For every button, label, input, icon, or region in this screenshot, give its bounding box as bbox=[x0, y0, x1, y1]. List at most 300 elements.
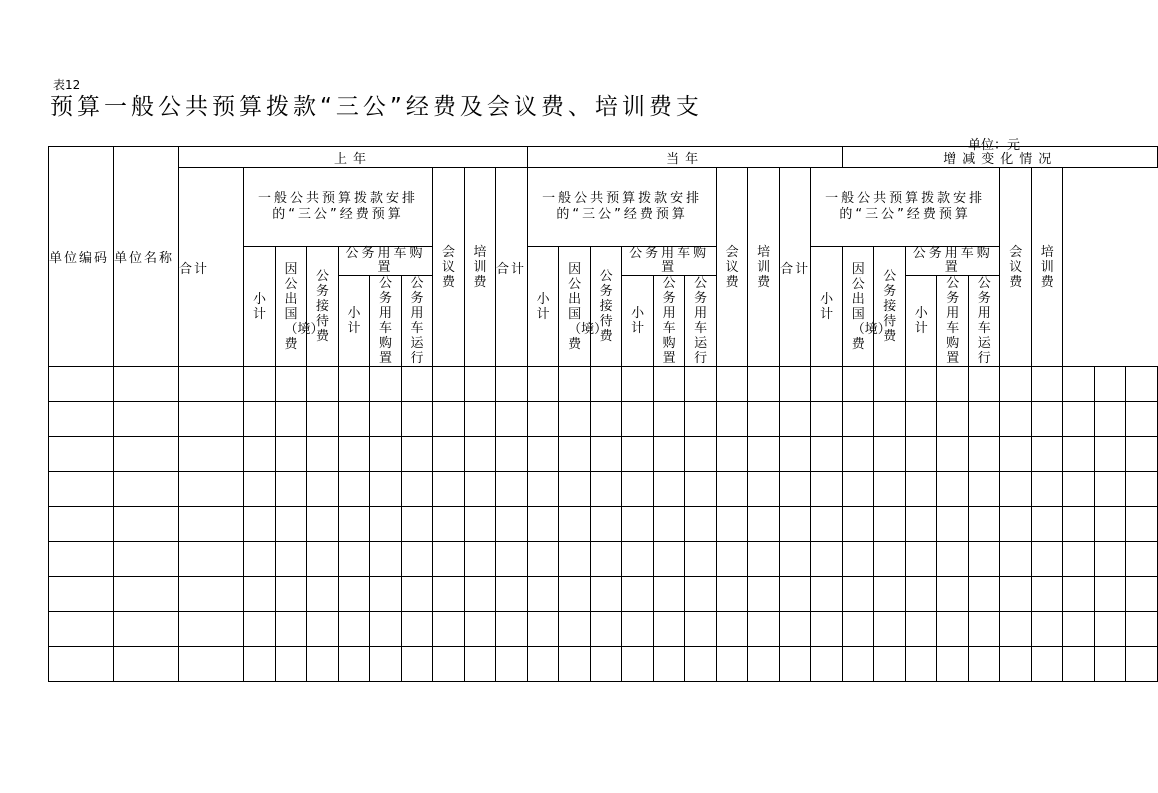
table-cell[interactable] bbox=[307, 542, 339, 577]
table-cell[interactable] bbox=[811, 507, 843, 542]
table-cell[interactable] bbox=[748, 402, 780, 437]
total-header: 合计 bbox=[496, 168, 528, 367]
table-cell[interactable] bbox=[748, 472, 780, 507]
table-cell[interactable] bbox=[811, 647, 843, 682]
table-cell[interactable] bbox=[114, 542, 179, 577]
table-cell[interactable] bbox=[49, 647, 114, 682]
table-cell[interactable] bbox=[843, 542, 874, 577]
table-cell[interactable] bbox=[1126, 577, 1158, 612]
table-cell[interactable] bbox=[874, 577, 906, 612]
table-cell[interactable] bbox=[1032, 542, 1063, 577]
table-cell[interactable] bbox=[433, 647, 465, 682]
table-cell[interactable] bbox=[465, 577, 496, 612]
table-cell[interactable] bbox=[433, 437, 465, 472]
table-cell[interactable] bbox=[1063, 437, 1095, 472]
table-cell[interactable] bbox=[1126, 402, 1158, 437]
table-cell[interactable] bbox=[969, 472, 1000, 507]
table-cell[interactable] bbox=[843, 647, 874, 682]
table-cell[interactable] bbox=[717, 542, 748, 577]
table-cell[interactable] bbox=[528, 472, 559, 507]
table-cell[interactable] bbox=[402, 472, 433, 507]
table-cell[interactable] bbox=[937, 507, 969, 542]
table-cell[interactable] bbox=[114, 507, 179, 542]
table-cell[interactable] bbox=[622, 402, 654, 437]
table-cell[interactable] bbox=[937, 367, 969, 402]
table-cell[interactable] bbox=[433, 542, 465, 577]
table-cell[interactable] bbox=[307, 612, 339, 647]
table-cell[interactable] bbox=[1063, 402, 1095, 437]
table-cell[interactable] bbox=[179, 402, 244, 437]
group-change: 增减变化情况 bbox=[843, 147, 1158, 168]
table-cell[interactable] bbox=[937, 402, 969, 437]
table-cell[interactable] bbox=[906, 367, 937, 402]
table-cell[interactable] bbox=[559, 402, 591, 437]
table-cell[interactable] bbox=[496, 647, 528, 682]
table-cell[interactable] bbox=[654, 437, 685, 472]
table-cell[interactable] bbox=[528, 402, 559, 437]
table-cell[interactable] bbox=[496, 507, 528, 542]
table-cell[interactable] bbox=[748, 507, 780, 542]
table-cell[interactable] bbox=[937, 472, 969, 507]
table-cell[interactable] bbox=[1000, 367, 1032, 402]
table-cell[interactable] bbox=[937, 647, 969, 682]
table-cell[interactable] bbox=[49, 507, 114, 542]
table-cell[interactable] bbox=[780, 507, 811, 542]
table-cell[interactable] bbox=[811, 437, 843, 472]
table-cell[interactable] bbox=[307, 647, 339, 682]
table-cell[interactable] bbox=[1032, 367, 1063, 402]
table-cell[interactable] bbox=[559, 542, 591, 577]
table-row bbox=[49, 612, 1158, 647]
table-cell[interactable] bbox=[1000, 472, 1032, 507]
training-header: 培训费 bbox=[1032, 168, 1063, 367]
table-cell[interactable] bbox=[748, 367, 780, 402]
table-cell[interactable] bbox=[433, 367, 465, 402]
table-cell[interactable] bbox=[685, 507, 717, 542]
table-cell[interactable] bbox=[370, 507, 402, 542]
table-cell[interactable] bbox=[622, 472, 654, 507]
table-cell[interactable] bbox=[496, 472, 528, 507]
table-cell[interactable] bbox=[748, 577, 780, 612]
table-cell[interactable] bbox=[276, 542, 307, 577]
table-cell[interactable] bbox=[339, 542, 370, 577]
table-cell[interactable] bbox=[179, 367, 244, 402]
table-cell[interactable] bbox=[49, 367, 114, 402]
table-cell[interactable] bbox=[339, 612, 370, 647]
table-cell[interactable] bbox=[114, 612, 179, 647]
table-cell[interactable] bbox=[244, 507, 276, 542]
table-cell[interactable] bbox=[244, 472, 276, 507]
table-cell[interactable] bbox=[1095, 402, 1126, 437]
table-cell[interactable] bbox=[465, 612, 496, 647]
table-cell[interactable] bbox=[1032, 577, 1063, 612]
table-cell[interactable] bbox=[591, 367, 622, 402]
table-cell[interactable] bbox=[465, 402, 496, 437]
table-cell[interactable] bbox=[685, 472, 717, 507]
table-cell[interactable] bbox=[559, 612, 591, 647]
table-cell[interactable] bbox=[1063, 507, 1095, 542]
table-cell[interactable] bbox=[402, 612, 433, 647]
table-cell[interactable] bbox=[370, 472, 402, 507]
table-cell[interactable] bbox=[1032, 612, 1063, 647]
table-cell[interactable] bbox=[780, 437, 811, 472]
table-cell[interactable] bbox=[49, 577, 114, 612]
table-cell[interactable] bbox=[1032, 507, 1063, 542]
table-cell[interactable] bbox=[339, 577, 370, 612]
table-cell[interactable] bbox=[748, 612, 780, 647]
table-cell[interactable] bbox=[717, 472, 748, 507]
table-cell[interactable] bbox=[622, 577, 654, 612]
table-cell[interactable] bbox=[402, 367, 433, 402]
table-cell[interactable] bbox=[685, 612, 717, 647]
table-cell[interactable] bbox=[811, 542, 843, 577]
table-cell[interactable] bbox=[1032, 437, 1063, 472]
table-cell[interactable] bbox=[276, 647, 307, 682]
table-cell[interactable] bbox=[244, 367, 276, 402]
table-cell[interactable] bbox=[1032, 472, 1063, 507]
table-cell[interactable] bbox=[1095, 542, 1126, 577]
table-row bbox=[49, 472, 1158, 507]
table-cell[interactable] bbox=[937, 542, 969, 577]
table-cell[interactable] bbox=[811, 577, 843, 612]
table-cell[interactable] bbox=[874, 472, 906, 507]
table-cell[interactable] bbox=[465, 472, 496, 507]
table-cell[interactable] bbox=[780, 472, 811, 507]
table-cell[interactable] bbox=[1063, 577, 1095, 612]
table-cell[interactable] bbox=[402, 577, 433, 612]
group-curr-year: 当年 bbox=[528, 147, 843, 168]
table-cell[interactable] bbox=[276, 472, 307, 507]
table-cell[interactable] bbox=[244, 437, 276, 472]
table-cell[interactable] bbox=[685, 367, 717, 402]
table-cell[interactable] bbox=[1032, 647, 1063, 682]
table-cell[interactable] bbox=[874, 507, 906, 542]
table-cell[interactable] bbox=[780, 542, 811, 577]
table-cell[interactable] bbox=[1063, 472, 1095, 507]
table-cell[interactable] bbox=[496, 367, 528, 402]
table-cell[interactable] bbox=[370, 647, 402, 682]
table-cell[interactable] bbox=[1126, 612, 1158, 647]
table-cell[interactable] bbox=[370, 542, 402, 577]
table-cell[interactable] bbox=[1126, 647, 1158, 682]
table-cell[interactable] bbox=[244, 647, 276, 682]
table-cell[interactable] bbox=[179, 507, 244, 542]
table-cell[interactable] bbox=[496, 402, 528, 437]
table-cell[interactable] bbox=[528, 367, 559, 402]
table-cell[interactable] bbox=[1095, 612, 1126, 647]
table-cell[interactable] bbox=[1000, 402, 1032, 437]
table-cell[interactable] bbox=[969, 577, 1000, 612]
table-row bbox=[49, 647, 1158, 682]
table-cell[interactable] bbox=[402, 542, 433, 577]
table-cell[interactable] bbox=[339, 367, 370, 402]
table-cell[interactable] bbox=[49, 542, 114, 577]
table-cell[interactable] bbox=[370, 437, 402, 472]
table-cell[interactable] bbox=[528, 647, 559, 682]
table-cell[interactable] bbox=[1126, 437, 1158, 472]
table-cell[interactable] bbox=[654, 577, 685, 612]
table-cell[interactable] bbox=[1032, 402, 1063, 437]
table-cell[interactable] bbox=[874, 647, 906, 682]
table-cell[interactable] bbox=[654, 612, 685, 647]
table-cell[interactable] bbox=[717, 402, 748, 437]
table-cell[interactable] bbox=[179, 647, 244, 682]
table-cell[interactable] bbox=[969, 507, 1000, 542]
table-cell[interactable] bbox=[654, 402, 685, 437]
table-cell[interactable] bbox=[339, 437, 370, 472]
table-cell[interactable] bbox=[49, 472, 114, 507]
table-cell[interactable] bbox=[1126, 472, 1158, 507]
table-cell[interactable] bbox=[402, 507, 433, 542]
table-cell[interactable] bbox=[622, 437, 654, 472]
table-cell[interactable] bbox=[874, 542, 906, 577]
table-cell[interactable] bbox=[969, 542, 1000, 577]
table-cell[interactable] bbox=[843, 612, 874, 647]
subtotal-header: 小计 bbox=[244, 247, 276, 367]
table-cell[interactable] bbox=[559, 647, 591, 682]
table-cell[interactable] bbox=[307, 437, 339, 472]
table-cell[interactable] bbox=[496, 577, 528, 612]
table-cell[interactable] bbox=[937, 577, 969, 612]
table-number: 表12 bbox=[53, 78, 81, 92]
table-cell[interactable] bbox=[1000, 577, 1032, 612]
table-cell[interactable] bbox=[591, 612, 622, 647]
table-cell[interactable] bbox=[906, 402, 937, 437]
table-cell[interactable] bbox=[402, 647, 433, 682]
table-cell[interactable] bbox=[465, 437, 496, 472]
table-cell[interactable] bbox=[969, 612, 1000, 647]
table-cell[interactable] bbox=[1126, 367, 1158, 402]
table-cell[interactable] bbox=[179, 542, 244, 577]
table-cell[interactable] bbox=[685, 402, 717, 437]
table-cell[interactable] bbox=[1095, 437, 1126, 472]
table-cell[interactable] bbox=[874, 367, 906, 402]
table-cell[interactable] bbox=[1063, 367, 1095, 402]
table-cell[interactable] bbox=[307, 577, 339, 612]
table-cell[interactable] bbox=[969, 367, 1000, 402]
table-cell[interactable] bbox=[622, 542, 654, 577]
table-cell[interactable] bbox=[906, 437, 937, 472]
table-cell[interactable] bbox=[969, 437, 1000, 472]
table-cell[interactable] bbox=[780, 402, 811, 437]
car-subtotal-header: 小计 bbox=[622, 276, 654, 367]
table-cell[interactable] bbox=[906, 577, 937, 612]
table-cell[interactable] bbox=[937, 612, 969, 647]
table-cell[interactable] bbox=[114, 437, 179, 472]
table-cell[interactable] bbox=[307, 507, 339, 542]
table-cell[interactable] bbox=[622, 367, 654, 402]
table-cell[interactable] bbox=[339, 472, 370, 507]
table-cell[interactable] bbox=[748, 647, 780, 682]
table-cell[interactable] bbox=[874, 402, 906, 437]
table-cell[interactable] bbox=[874, 437, 906, 472]
table-cell[interactable] bbox=[276, 437, 307, 472]
table-cell[interactable] bbox=[1000, 507, 1032, 542]
table-cell[interactable] bbox=[559, 577, 591, 612]
table-cell[interactable] bbox=[906, 647, 937, 682]
table-cell[interactable] bbox=[780, 647, 811, 682]
table-cell[interactable] bbox=[465, 542, 496, 577]
table-cell[interactable] bbox=[591, 437, 622, 472]
table-cell[interactable] bbox=[528, 577, 559, 612]
table-cell[interactable] bbox=[528, 542, 559, 577]
table-cell[interactable] bbox=[748, 542, 780, 577]
table-cell[interactable] bbox=[1095, 507, 1126, 542]
table-cell[interactable] bbox=[114, 647, 179, 682]
table-cell[interactable] bbox=[717, 577, 748, 612]
table-cell[interactable] bbox=[654, 472, 685, 507]
table-cell[interactable] bbox=[685, 437, 717, 472]
table-cell[interactable] bbox=[654, 542, 685, 577]
table-cell[interactable] bbox=[433, 577, 465, 612]
table-cell[interactable] bbox=[433, 612, 465, 647]
table-cell[interactable] bbox=[49, 612, 114, 647]
table-cell[interactable] bbox=[591, 577, 622, 612]
table-cell[interactable] bbox=[559, 507, 591, 542]
table-cell[interactable] bbox=[339, 402, 370, 437]
table-cell[interactable] bbox=[1063, 647, 1095, 682]
table-cell[interactable] bbox=[114, 577, 179, 612]
table-cell[interactable] bbox=[906, 612, 937, 647]
table-cell[interactable] bbox=[528, 612, 559, 647]
table-cell[interactable] bbox=[1000, 437, 1032, 472]
table-cell[interactable] bbox=[969, 402, 1000, 437]
table-cell[interactable] bbox=[685, 647, 717, 682]
table-cell[interactable] bbox=[276, 507, 307, 542]
table-cell[interactable] bbox=[179, 577, 244, 612]
table-cell[interactable] bbox=[591, 507, 622, 542]
table-cell[interactable] bbox=[307, 367, 339, 402]
table-cell[interactable] bbox=[811, 612, 843, 647]
table-cell[interactable] bbox=[969, 647, 1000, 682]
table-cell[interactable] bbox=[1000, 647, 1032, 682]
car-operation-header: 公务用车运行 bbox=[969, 276, 1000, 367]
table-cell[interactable] bbox=[276, 612, 307, 647]
table-cell[interactable] bbox=[654, 507, 685, 542]
table-cell[interactable] bbox=[370, 612, 402, 647]
table-cell[interactable] bbox=[591, 647, 622, 682]
table-cell[interactable] bbox=[717, 437, 748, 472]
table-cell[interactable] bbox=[276, 367, 307, 402]
table-cell[interactable] bbox=[717, 612, 748, 647]
table-cell[interactable] bbox=[874, 612, 906, 647]
table-cell[interactable] bbox=[244, 612, 276, 647]
table-cell[interactable] bbox=[244, 542, 276, 577]
table-cell[interactable] bbox=[370, 402, 402, 437]
table-cell[interactable] bbox=[402, 402, 433, 437]
table-cell[interactable] bbox=[49, 402, 114, 437]
table-cell[interactable] bbox=[1000, 542, 1032, 577]
table-cell[interactable] bbox=[559, 367, 591, 402]
table-cell[interactable] bbox=[244, 577, 276, 612]
table-cell[interactable] bbox=[276, 402, 307, 437]
table-cell[interactable] bbox=[780, 612, 811, 647]
table-cell[interactable] bbox=[843, 402, 874, 437]
table-cell[interactable] bbox=[843, 437, 874, 472]
table-cell[interactable] bbox=[654, 647, 685, 682]
table-cell[interactable] bbox=[465, 647, 496, 682]
table-cell[interactable] bbox=[528, 437, 559, 472]
table-cell[interactable] bbox=[717, 367, 748, 402]
table-cell[interactable] bbox=[433, 402, 465, 437]
table-cell[interactable] bbox=[433, 472, 465, 507]
table-cell[interactable] bbox=[339, 507, 370, 542]
page-title: 预算一般公共预算拨款“三公”经费及会议费、培训费支 bbox=[50, 94, 703, 120]
table-cell[interactable] bbox=[244, 402, 276, 437]
table-cell[interactable] bbox=[433, 507, 465, 542]
table-cell[interactable] bbox=[843, 577, 874, 612]
table-cell[interactable] bbox=[179, 472, 244, 507]
table-cell[interactable] bbox=[559, 437, 591, 472]
table-cell[interactable] bbox=[370, 577, 402, 612]
table-cell[interactable] bbox=[1095, 367, 1126, 402]
table-cell[interactable] bbox=[496, 437, 528, 472]
table-cell[interactable] bbox=[559, 472, 591, 507]
table-cell[interactable] bbox=[780, 367, 811, 402]
table-cell[interactable] bbox=[1126, 542, 1158, 577]
table-cell[interactable] bbox=[1063, 612, 1095, 647]
table-cell[interactable] bbox=[717, 647, 748, 682]
table-cell[interactable] bbox=[717, 507, 748, 542]
table-cell[interactable] bbox=[748, 437, 780, 472]
table-cell[interactable] bbox=[622, 507, 654, 542]
table-cell[interactable] bbox=[370, 367, 402, 402]
table-cell[interactable] bbox=[307, 472, 339, 507]
table-cell[interactable] bbox=[906, 542, 937, 577]
table-cell[interactable] bbox=[1095, 647, 1126, 682]
table-cell[interactable] bbox=[465, 367, 496, 402]
table-cell[interactable] bbox=[622, 647, 654, 682]
table-cell[interactable] bbox=[843, 472, 874, 507]
table-cell[interactable] bbox=[276, 577, 307, 612]
table-cell[interactable] bbox=[622, 612, 654, 647]
table-cell[interactable] bbox=[780, 577, 811, 612]
table-cell[interactable] bbox=[307, 402, 339, 437]
table-cell[interactable] bbox=[179, 437, 244, 472]
table-cell[interactable] bbox=[402, 437, 433, 472]
table-cell[interactable] bbox=[937, 437, 969, 472]
table-cell[interactable] bbox=[685, 577, 717, 612]
table-cell[interactable] bbox=[843, 507, 874, 542]
table-cell[interactable] bbox=[528, 507, 559, 542]
table-cell[interactable] bbox=[811, 402, 843, 437]
table-cell[interactable] bbox=[591, 542, 622, 577]
table-cell[interactable] bbox=[179, 612, 244, 647]
table-cell[interactable] bbox=[114, 367, 179, 402]
table-cell[interactable] bbox=[1000, 612, 1032, 647]
table-cell[interactable] bbox=[811, 472, 843, 507]
table-cell[interactable] bbox=[906, 507, 937, 542]
table-cell[interactable] bbox=[49, 437, 114, 472]
table-cell[interactable] bbox=[339, 647, 370, 682]
table-cell[interactable] bbox=[591, 472, 622, 507]
table-cell[interactable] bbox=[811, 367, 843, 402]
table-cell[interactable] bbox=[1095, 472, 1126, 507]
table-cell[interactable] bbox=[591, 402, 622, 437]
table-cell[interactable] bbox=[114, 402, 179, 437]
table-cell[interactable] bbox=[1063, 542, 1095, 577]
table-cell[interactable] bbox=[1095, 577, 1126, 612]
table-cell[interactable] bbox=[465, 507, 496, 542]
table-cell[interactable] bbox=[685, 542, 717, 577]
table-cell[interactable] bbox=[1126, 507, 1158, 542]
table-cell[interactable] bbox=[843, 367, 874, 402]
table-cell[interactable] bbox=[496, 612, 528, 647]
table-cell[interactable] bbox=[114, 472, 179, 507]
table-cell[interactable] bbox=[654, 367, 685, 402]
table-cell[interactable] bbox=[496, 542, 528, 577]
table-cell[interactable] bbox=[906, 472, 937, 507]
